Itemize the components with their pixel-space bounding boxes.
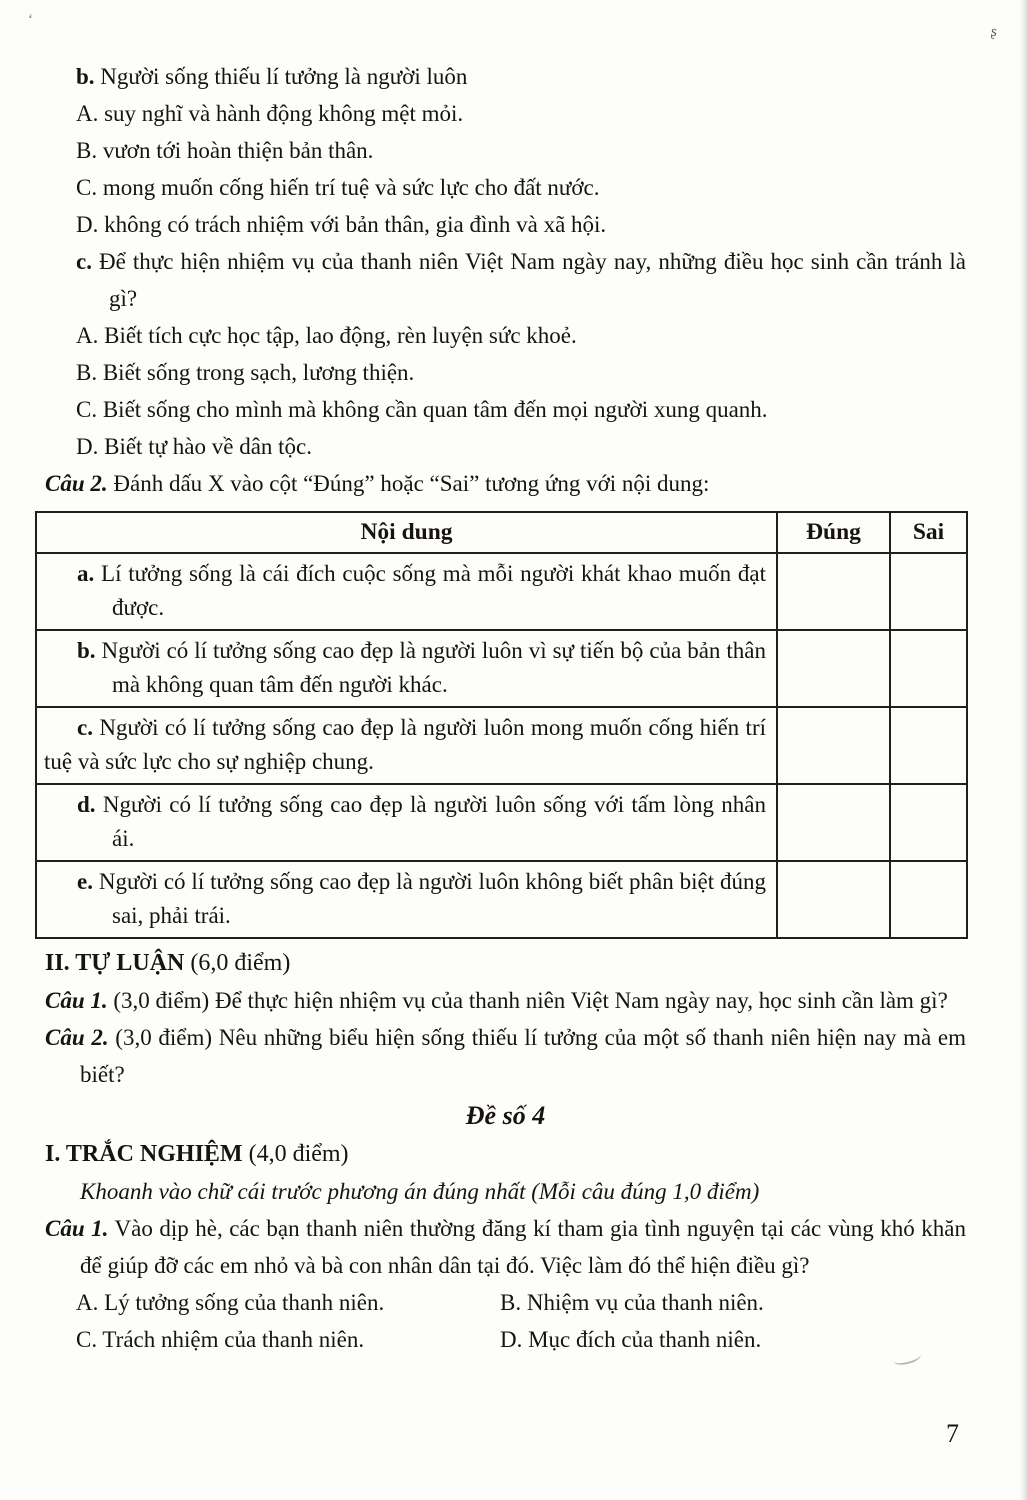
table-row-c bbox=[36, 707, 967, 784]
tn-cau1-option-b: B. Nhiệm vụ của thanh niên. bbox=[500, 1290, 764, 1315]
scan-artifact-top-right: ʂ bbox=[990, 23, 999, 41]
tn-cau1-label: Câu 1. bbox=[45, 1216, 109, 1241]
row-e-dung-cell bbox=[777, 861, 890, 938]
true-false-table bbox=[35, 511, 968, 939]
row-c-sai-cell bbox=[890, 707, 967, 784]
page-content bbox=[45, 58, 966, 1358]
row-c-label: c. bbox=[77, 715, 93, 740]
question-b-option-a: A. suy nghĩ và hành động không mệt mỏi. bbox=[76, 101, 464, 126]
trac-nghiem-points: (4,0 điểm) bbox=[248, 1141, 349, 1167]
row-b-text: Người có lí tưởng sống cao đẹp là người luôn vì sự tiến bộ của bản thân mà không quan tâm đến người khác. bbox=[101, 638, 766, 697]
row-d-content bbox=[36, 784, 777, 861]
tn-cau1-options-row-2 bbox=[76, 1321, 966, 1358]
cau2-table-instruction bbox=[45, 465, 966, 502]
table-row-a bbox=[36, 553, 967, 630]
question-b bbox=[76, 58, 966, 95]
row-c-content bbox=[36, 707, 777, 784]
essay-cau1 bbox=[45, 982, 966, 1019]
row-b-sai-cell bbox=[890, 630, 967, 707]
row-c-text: Người có lí tưởng sống cao đẹp là người luôn mong muốn cống hiến trí tuệ và sức lực cho sự nghiệp chung. bbox=[44, 715, 767, 774]
row-d-sai-cell bbox=[890, 784, 967, 861]
tn-cau1-option-d: D. Mục đích của thanh niên. bbox=[500, 1327, 762, 1352]
tn-cau1-option-a: A. Lý tưởng sống của thanh niên. bbox=[76, 1290, 385, 1315]
row-e-text: Người có lí tưởng sống cao đẹp là người luôn không biết phân biệt đúng sai, phải trái. bbox=[98, 869, 766, 928]
cau2-text: Đánh dấu X vào cột “Đúng” hoặc “Sai” tương ứng với nội dung: bbox=[113, 471, 710, 496]
question-b-option-b: B. vươn tới hoàn thiện bản thân. bbox=[76, 138, 374, 163]
col-header-sai: Sai bbox=[890, 512, 967, 553]
tn-cau1-option-c: C. Trách nhiệm của thanh niên. bbox=[76, 1327, 365, 1352]
trac-nghiem-title: I. TRẮC NGHIỆM bbox=[45, 1141, 243, 1167]
row-a-label: a. bbox=[77, 561, 95, 586]
essay-cau2-text: Nêu những biểu hiện sống thiếu lí tưởng của một số thanh niên hiện nay mà em biết? bbox=[80, 1025, 967, 1087]
row-a-text: Lí tưởng sống là cái đích cuộc sống mà mỗi người khát khao muốn đạt được. bbox=[101, 561, 767, 620]
row-d-text: Người có lí tưởng sống cao đẹp là người luôn sống với tấm lòng nhân ái. bbox=[102, 792, 767, 851]
row-e-sai-cell bbox=[890, 861, 967, 938]
row-d-dung-cell bbox=[777, 784, 890, 861]
tn-cau1 bbox=[45, 1210, 966, 1284]
tn-cau1-text: Vào dịp hè, các bạn thanh niên thường đăng kí tham gia tình nguyện tại các vùng khó khăn để giúp đỡ các em nhỏ và bà con nhân dân tại đó. Việc làm đó thể hiện điều gì? bbox=[80, 1216, 966, 1278]
col-header-noi-dung: Nội dung bbox=[36, 512, 777, 553]
essay-cau1-text: Để thực hiện nhiệm vụ của thanh niên Việt Nam ngày nay, học sinh cần làm gì? bbox=[214, 988, 948, 1013]
row-d-label: d. bbox=[77, 792, 96, 817]
tu-luan-points: (6,0 điểm) bbox=[190, 950, 291, 976]
question-c-option-c: C. Biết sống cho mình mà không cần quan tâm đến mọi người xung quanh. bbox=[76, 397, 768, 422]
table-header-row bbox=[36, 512, 967, 553]
question-c-option-a: A. Biết tích cực học tập, lao động, rèn luyện sức khoẻ. bbox=[76, 323, 577, 348]
essay-cau2-label: Câu 2. bbox=[45, 1025, 109, 1050]
table-row-e bbox=[36, 861, 967, 938]
essay-cau1-points: (3,0 điểm) bbox=[113, 988, 210, 1013]
question-b-option-c: C. mong muốn cống hiến trí tuệ và sức lực cho đất nước. bbox=[76, 175, 600, 200]
question-c-option-b: B. Biết sống trong sạch, lương thiện. bbox=[76, 360, 415, 385]
scan-edge-shadow bbox=[1020, 0, 1027, 1500]
question-b-text: Người sống thiếu lí tưởng là người luôn bbox=[100, 64, 468, 89]
row-b-content bbox=[36, 630, 777, 707]
section-heading-trac-nghiem bbox=[45, 1136, 966, 1173]
essay-cau1-label: Câu 1. bbox=[45, 988, 108, 1013]
row-e-content bbox=[36, 861, 777, 938]
row-a-dung-cell bbox=[777, 553, 890, 630]
question-b-option-d: D. không có trách nhiệm với bản thân, gia đình và xã hội. bbox=[76, 212, 607, 237]
section-heading-tu-luan bbox=[45, 945, 966, 982]
essay-cau2-points: (3,0 điểm) bbox=[115, 1025, 213, 1050]
cau2-label: Câu 2. bbox=[45, 471, 108, 496]
row-b-dung-cell bbox=[777, 630, 890, 707]
col-header-dung: Đúng bbox=[777, 512, 890, 553]
row-a-sai-cell bbox=[890, 553, 967, 630]
essay-cau2 bbox=[45, 1019, 966, 1093]
question-c bbox=[76, 243, 966, 317]
row-e-label: e. bbox=[77, 869, 93, 894]
question-b-label: b. bbox=[76, 64, 95, 89]
row-a-content bbox=[36, 553, 777, 630]
row-b-label: b. bbox=[77, 638, 96, 663]
de-so-4-title: Đề số 4 bbox=[465, 1101, 546, 1130]
tn-cau1-options-row-1 bbox=[76, 1284, 966, 1321]
page-number: 7 bbox=[946, 1419, 959, 1448]
table-row-d bbox=[36, 784, 967, 861]
table-row-b bbox=[36, 630, 967, 707]
tu-luan-title: II. TỰ LUẬN bbox=[45, 950, 185, 976]
row-c-dung-cell bbox=[777, 707, 890, 784]
question-c-option-d: D. Biết tự hào về dân tộc. bbox=[76, 434, 313, 459]
question-c-label: c. bbox=[76, 249, 92, 274]
instruction-line: Khoanh vào chữ cái trước phương án đúng nhất (Mỗi câu đúng 1,0 điểm) bbox=[80, 1179, 760, 1204]
scan-artifact-top-left: ʻ bbox=[28, 12, 36, 28]
question-c-text: Để thực hiện nhiệm vụ của thanh niên Việt Nam ngày nay, những điều học sinh cần tránh là gì? bbox=[99, 249, 966, 311]
